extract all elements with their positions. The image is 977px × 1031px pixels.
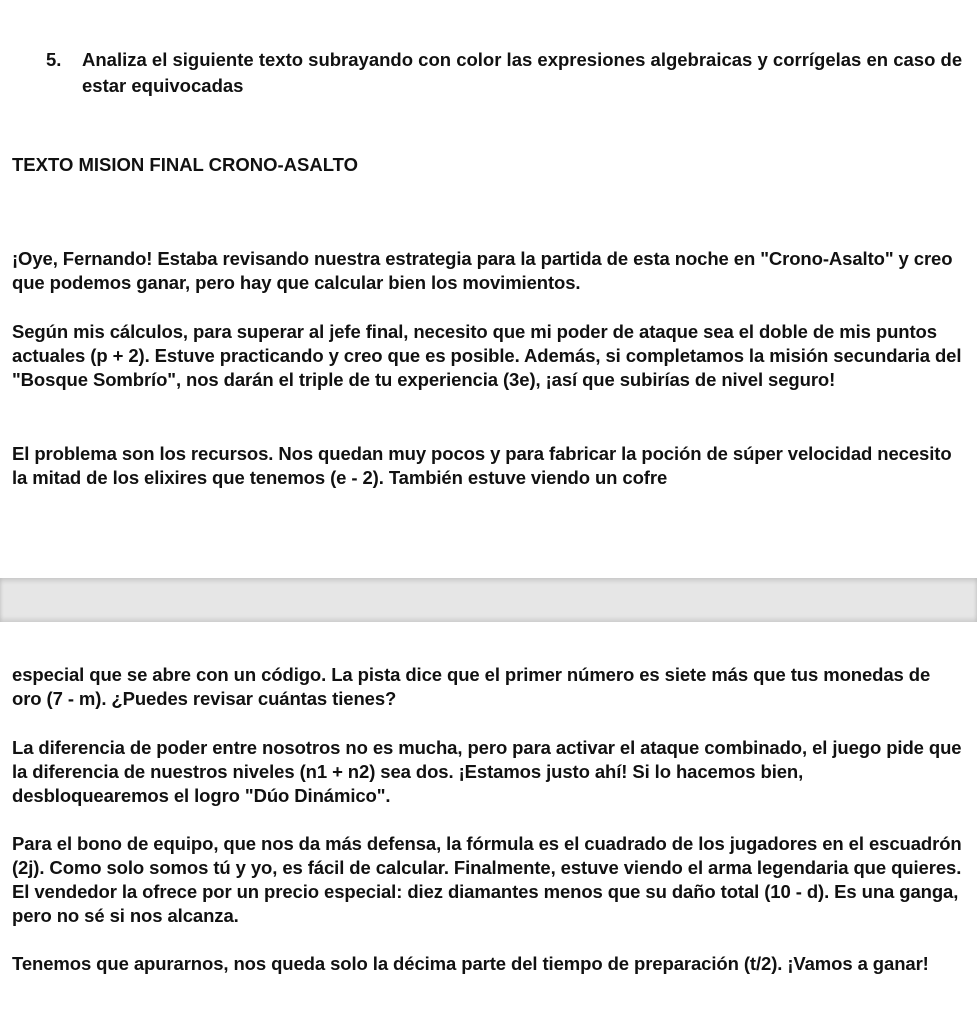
paragraph-greeting: ¡Oye, Fernando! Estaba revisando nuestra estrategia para la partida de esta noche en "Crono-Asalto" y creo que podemos ganar, pero hay que calcular bien los movimientos. [12, 248, 953, 293]
paragraph-resources: El problema son los recursos. Nos quedan muy pocos y para fabricar la poción de súper velocidad necesito la mitad de los elixires que tenemos (e - 2). También estuve viendo un cofre [12, 443, 952, 488]
task-text: Analiza el siguiente texto subrayando con color las expresiones algebraicas y corrígelas en caso de estar equivocadas [82, 49, 963, 96]
paragraph-level-difference: La diferencia de poder entre nosotros no es mucha, pero para activar el ataque combinado, el juego pide que la diferencia de nuestros niveles (n1 + n2) sea dos. ¡Estamos justo ahí! Si lo hacemos bien, desbloquearemos el logro "Dúo Dinámico". [12, 737, 962, 806]
page-separator [0, 578, 977, 622]
paragraph-chest-code: especial que se abre con un código. La pista dice que el primer número es siete más que tus monedas de oro (7 - m). ¿Puedes revisar cuántas tienes? [12, 664, 931, 709]
task-instruction [46, 47, 966, 99]
document-page-2 [0, 622, 977, 1031]
paragraph-attack-power: Según mis cálculos, para superar al jefe final, necesito que mi poder de ataque sea el doble de mis puntos actuales (p + 2). Estuve practicando y creo que es posible. Además, si completamos la misión secundaria del "Bosque Sombrío", nos darán el triple de tu experiencia (3e), ¡así que subirías de nivel seguro! [12, 321, 962, 390]
text-heading: TEXTO MISION FINAL CRONO-ASALTO [12, 154, 359, 175]
task-number: 5. [46, 49, 62, 70]
paragraph-team-bonus: Para el bono de equipo, que nos da más defensa, la fórmula es el cuadrado de los jugadores en el escuadrón (2j). Como solo somos tú y yo, es fácil de calcular. Finalmente, estuve viendo el arma legendaria que quieres. El vendedor la ofrece por un precio especial: diez diamantes menos que su daño total (10 - d). Es una ganga, pero no sé si nos alcanza. [12, 833, 962, 926]
paragraph-closing: Tenemos que apurarnos, nos queda solo la décima parte del tiempo de preparación (t/2). ¡Vamos a ganar! [12, 953, 929, 974]
